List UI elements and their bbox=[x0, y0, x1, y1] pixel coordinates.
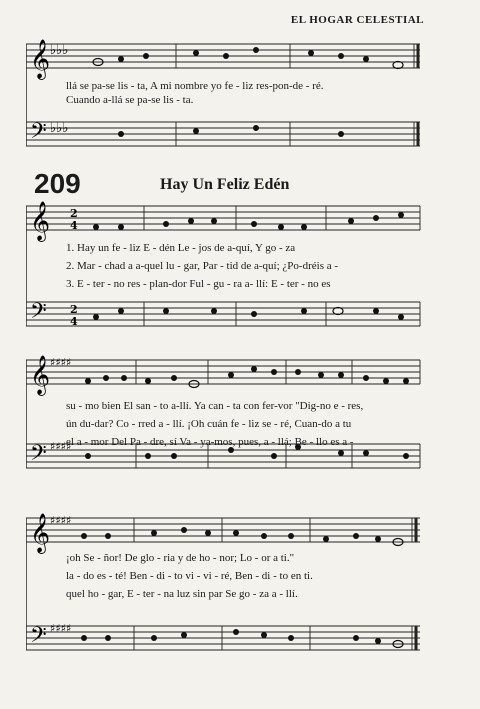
hymn-number: 209 bbox=[34, 168, 81, 199]
svg-text:2: 2 bbox=[70, 303, 78, 316]
svg-text:𝄢: 𝄢 bbox=[30, 441, 47, 471]
svg-text:𝄞: 𝄞 bbox=[30, 201, 51, 241]
lyric-line: la - do es - té! Ben - di - to vi - vi - ré, Ben - di - to en ti. bbox=[66, 570, 313, 582]
music-system-2 bbox=[26, 352, 422, 492]
lyric-line: 3. E - ter - no res - plan-dor Ful - gu - ra a- llí: E - ter - no es bbox=[66, 278, 331, 290]
lyric-line: su - mo bien El san - to a-llí. Ya can - ta con fer-vor "Dig-no e - res, bbox=[66, 400, 364, 412]
music-system-1 bbox=[26, 198, 422, 338]
lyric-line: el a - mor Del Pa - dre, sí Va - ya-mos, pues, a - llá; Be - llo es a - bbox=[66, 436, 354, 448]
lyric-line: llá se pa-se lis - ta, A mi nombre yo fe - liz res-pon-de - ré. bbox=[66, 80, 324, 92]
svg-text:♯♯♯♯: ♯♯♯♯ bbox=[50, 440, 72, 453]
lyric-line: 2. Mar - chad a a-quel lu - gar, Par - tid de a-quí; ¿Po-dréis a - bbox=[66, 260, 339, 272]
svg-text:♭♭♭: ♭♭♭ bbox=[50, 43, 69, 58]
svg-text:♯♯♯♯: ♯♯♯♯ bbox=[50, 622, 72, 635]
svg-text:𝄞: 𝄞 bbox=[30, 39, 51, 79]
svg-text:𝄞: 𝄞 bbox=[30, 355, 51, 395]
svg-text:2: 2 bbox=[70, 207, 78, 220]
svg-text:𝄢: 𝄢 bbox=[30, 623, 47, 653]
svg-text:♯♯♯♯: ♯♯♯♯ bbox=[50, 514, 72, 527]
lyric-line: Cuando a-llá se pa-se lis - ta. bbox=[66, 94, 194, 106]
running-head: EL HOGAR CELESTIAL bbox=[290, 14, 424, 26]
svg-text:𝄢: 𝄢 bbox=[30, 119, 47, 149]
svg-text:𝄢: 𝄢 bbox=[30, 299, 47, 329]
svg-text:4: 4 bbox=[70, 219, 78, 232]
svg-text:4: 4 bbox=[70, 315, 78, 328]
svg-text:𝄞: 𝄞 bbox=[30, 513, 51, 553]
lyric-line: quel ho - gar, E - ter - na luz sin par Se go - za a - llí. bbox=[66, 588, 298, 600]
svg-text:♭♭♭: ♭♭♭ bbox=[50, 121, 69, 136]
lyric-line: ¡oh Se - ñor! De glo - ria y de ho - nor; Lo - or a ti." bbox=[66, 552, 295, 564]
hymn-title: Hay Un Feliz Edén bbox=[160, 176, 290, 193]
music-system-3 bbox=[26, 510, 422, 680]
music-system-top bbox=[26, 30, 422, 160]
lyric-line: ún du-dar? Co - rred a - llí. ¡Oh cuán fe - liz se - ré, Cuan-do a tu bbox=[66, 418, 352, 430]
lyric-line: 1. Hay un fe - liz E - dén Le - jos de a-quí, Y go - za bbox=[66, 242, 296, 254]
svg-text:♯♯♯♯: ♯♯♯♯ bbox=[50, 356, 72, 369]
